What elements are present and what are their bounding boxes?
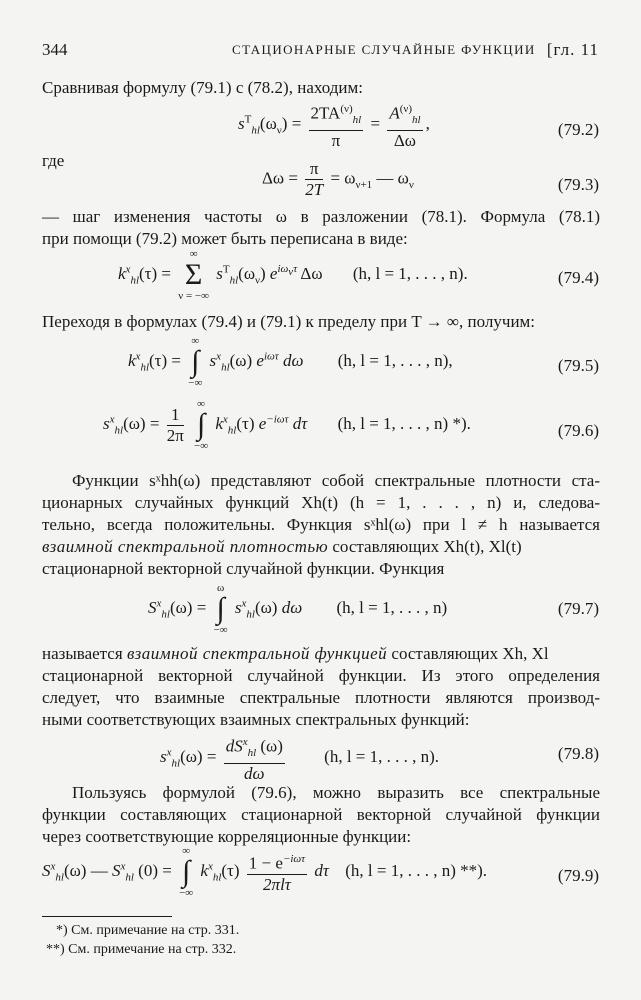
page-header <box>42 40 599 64</box>
equation-number: (79.3) <box>557 175 599 194</box>
text-line: называется взаимной спектральной функцией составляющих Xh, Xl <box>42 644 549 663</box>
text-line: функции составляющих стационарной векторной случайной функции <box>42 805 600 824</box>
text-line: Функции sˣhh(ω) представляют собой спектральные плотности ста- <box>72 471 600 490</box>
equation-79-3: Δω = $\frac{\pi}{2T}$ = $\omega_{\nu+1}$ — $\omega_\nu$ <box>262 159 414 199</box>
equation-79-2: $s^T_{hl}(\omega_\nu)$ = $\frac{2TA^{(\nu)}_{hl}}{\pi}$ = $\frac{A^{(\nu)}_{hl}}{\Delta\omega}$ , <box>238 100 430 150</box>
equation-79-8: $s^x_{hl}(\omega)$ = $\frac{dS^x_{hl} (\omega)}{d\omega}$ (h, l = 1, . . . , n). <box>160 733 439 783</box>
text-line: Сравнивая формулу (79.1) с (78.2), находим: <box>42 78 363 97</box>
equation-79-4: $k^x_{hl}(\tau)$ = ∞ Σ ν = −∞ $s^T_{hl}(\omega_\nu)$ $e^{i\omega_\nu\tau}$ Δω (h, l = 1, . . . , n). <box>118 248 468 302</box>
equation-number: (79.6) <box>557 421 599 440</box>
text-line: Переходя в формулах (79.4) и (79.1) к пределу при T → ∞, получим: <box>42 312 536 331</box>
running-title: СТАЦИОНАРНЫЕ СЛУЧАЙНЫЕ ФУНКЦИИ <box>232 42 536 57</box>
text-line: — шаг изменения частоты ω в разложении (78.1). Формула (78.1) <box>42 207 600 226</box>
chapter-reference: [гл. 11 <box>546 40 599 59</box>
equation-number: (79.8) <box>557 744 599 763</box>
footnote-rule <box>42 916 172 917</box>
footnote: *) См. примечание на стр. 331. <box>56 923 240 938</box>
text-line: ными соответствующих взаимных спектральных функций: <box>42 710 470 729</box>
text-line: при помощи (79.2) может быть переписана в виде: <box>42 229 408 248</box>
text-line: стационарной векторной случайной функции. Функция <box>42 559 445 578</box>
text-line: взаимной спектральной плотностью составляющих Xh(t), Xl(t) <box>42 537 522 556</box>
text-line: стационарной векторной случайной функции. Из этого определения <box>42 666 600 685</box>
equation-number: (79.5) <box>557 356 599 375</box>
equation-number: (79.7) <box>557 599 599 618</box>
text-line: где <box>42 151 65 170</box>
text-line: следует, что взаимные спектральные плотности являются производ- <box>42 688 600 707</box>
equation-number: (79.9) <box>557 866 599 885</box>
equation-79-5: $k^x_{hl}(\tau)$ = ∞ ∫ −∞ $s^x_{hl}(\omega)$ $e^{i\omega\tau}$ dω (h, l = 1, . . . , n), <box>128 335 453 389</box>
text-line: Пользуясь формулой (79.6), можно выразить все спектральные <box>72 783 600 802</box>
emphasis: взаимной спектральной функцией <box>126 644 388 663</box>
equation-79-7: $S^x_{hl}(\omega)$ = ω ∫ −∞ $s^x_{hl}(\omega)$ dω (h, l = 1, . . . , n) <box>148 582 448 636</box>
text-line: через соответствующие корреляционные функции: <box>42 827 412 846</box>
equation-number: (79.2) <box>557 120 599 139</box>
text-line: ционарных случайных функций Xh(t) (h = 1, . . . , n) и, следова- <box>42 493 600 512</box>
equation-79-6: $s^x_{hl}(\omega)$ = $\frac{1}{2\pi}$ ∞ ∫ −∞ $k^x_{hl}(\tau)$ $e^{-i\omega\tau}$ dτ (h, l = 1, . . . , n) *). <box>103 398 471 452</box>
footnote: **) См. примечание на стр. 332. <box>46 942 237 957</box>
text-line: тельно, всегда положительны. Функция sˣhl(ω) при l ≠ h называется <box>42 515 600 534</box>
equation-79-9: $S^x_{hl}(\omega)$ — $S^x_{hl}$ (0) = ∞ ∫ −∞ $k^x_{hl}(\tau)$ $\frac{1 - e^{-i\omega\tau}}{\text{2πlτ}}$ dτ (h, l = 1, . . . , n) **). <box>42 845 488 899</box>
equation-number: (79.4) <box>557 268 599 287</box>
emphasis: взаимной спектральной плотностью <box>42 537 329 556</box>
page-number: 344 <box>42 40 68 59</box>
